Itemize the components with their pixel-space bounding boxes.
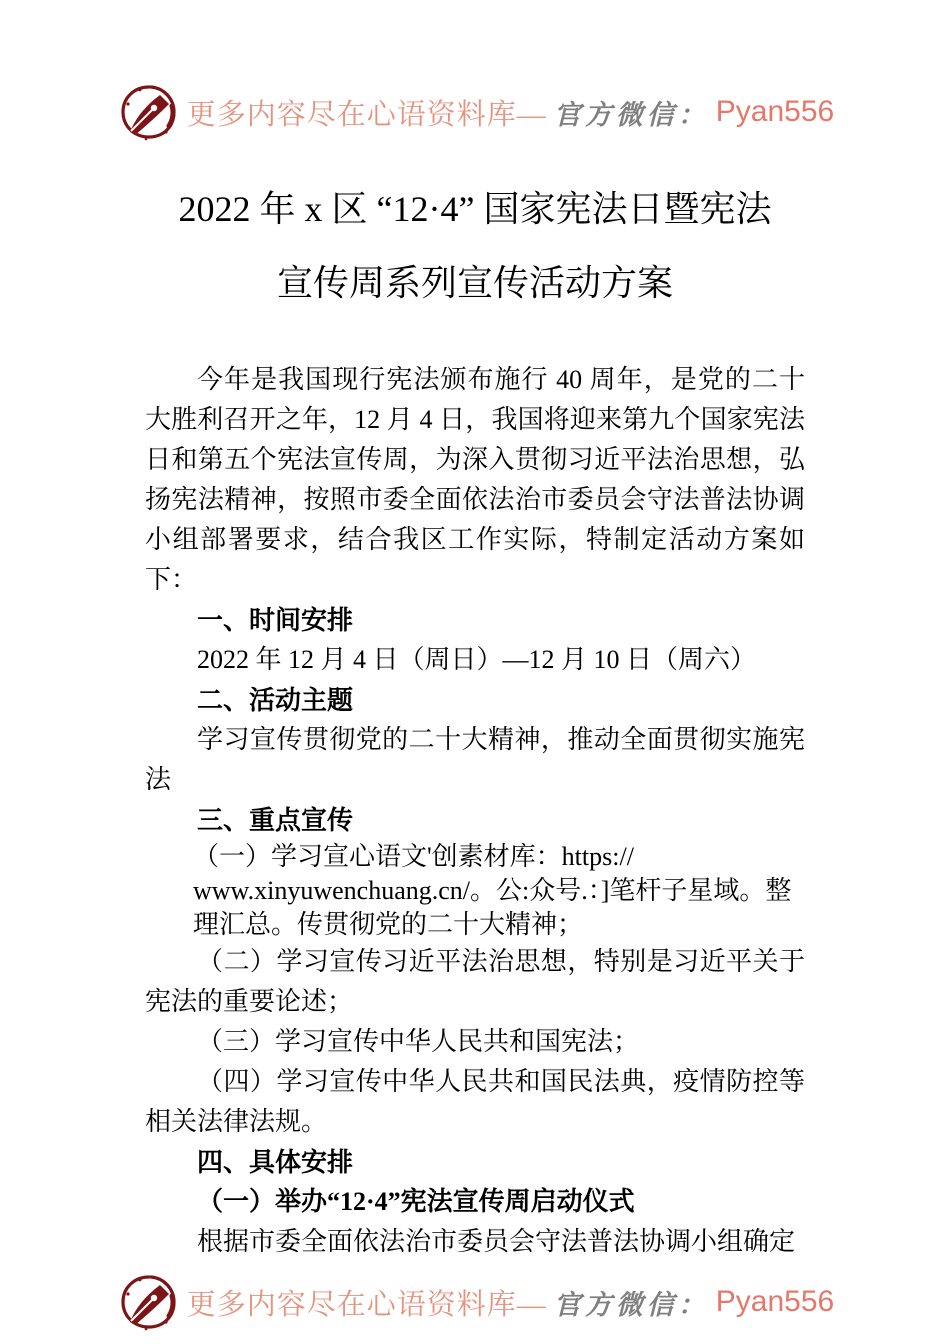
watermark-footer (0, 1272, 950, 1332)
document-title-line-1: 2022 年 x 区 “12·4” 国家宪法日暨宪法 (178, 189, 772, 229)
paragraph-theme: 学习宣传贯彻党的二十大精神，推动全面贯彻实施宪法 (145, 725, 805, 794)
paragraph-item-2: （二）学习宣传习近平法治思想，特别是习近平关于宪法的重要论述； (145, 947, 805, 1016)
document-title-line-2: 宣传周系列宣传活动方案 (276, 263, 673, 303)
paragraph-intro: 今年是我国现行宪法颁布施行 40 周年，是党的二十大胜利召开之年，12 月 4 日，我国将迎来第九个国家宪法日和第五个宪法宣传周，为深入贯彻习近平法治思想，弘扬宪法精神，按照市委全面依法治市委员会守法普法协调小组部署要求，结合我区工作实际，特制定活动方案如下： (145, 365, 805, 594)
wechat-label: 官方微信： (553, 1289, 709, 1320)
subsection-heading-launch: （一）举办“12·4”宪法宣传周启动仪式 (197, 1187, 635, 1216)
wechat-label: 官方微信： (553, 99, 709, 130)
paragraph-dates: 2022 年 12 月 4 日（周日）—12 月 10 日（周六） (197, 645, 757, 674)
paragraph-item-3: （三）学习宣传中华人民共和国宪法； (197, 1027, 640, 1056)
ad-line-3: 理汇总。传贯彻党的二十大精神； (193, 910, 584, 939)
document-title (75, 172, 875, 320)
pen-nib-circle-icon (116, 1272, 180, 1332)
watermark-text: 更多内容尽在心语资料库— (186, 1288, 547, 1321)
document-body (145, 360, 805, 1262)
ad-line-2: www.xinyuwenchuang.cn/。公:众号.：]笔杆子星域。整 (193, 876, 792, 905)
pen-nib-circle-icon (116, 82, 180, 142)
paragraph-item-4: （四）学习宣传中华人民共和国民法典，疫情防控等相关法律法规。 (145, 1067, 805, 1136)
section-heading-4-plan: 四、具体安排 (197, 1147, 354, 1177)
wechat-id: Pyan556 (715, 1285, 835, 1318)
section-heading-2-theme: 二、活动主题 (197, 685, 354, 715)
paragraph-launch-detail: 根据市委全面依法治市委员会守法普法协调小组确定 (197, 1227, 796, 1256)
wechat-id: Pyan556 (715, 95, 835, 128)
section-heading-1-time: 一、时间安排 (197, 605, 354, 635)
watermark-text: 更多内容尽在心语资料库— (186, 98, 547, 131)
ad-line-1: （一）学习宣心语文'创素材库：https:// (193, 842, 634, 871)
section-heading-3-focus: 三、重点宣传 (197, 805, 354, 835)
watermark-header (0, 0, 950, 142)
